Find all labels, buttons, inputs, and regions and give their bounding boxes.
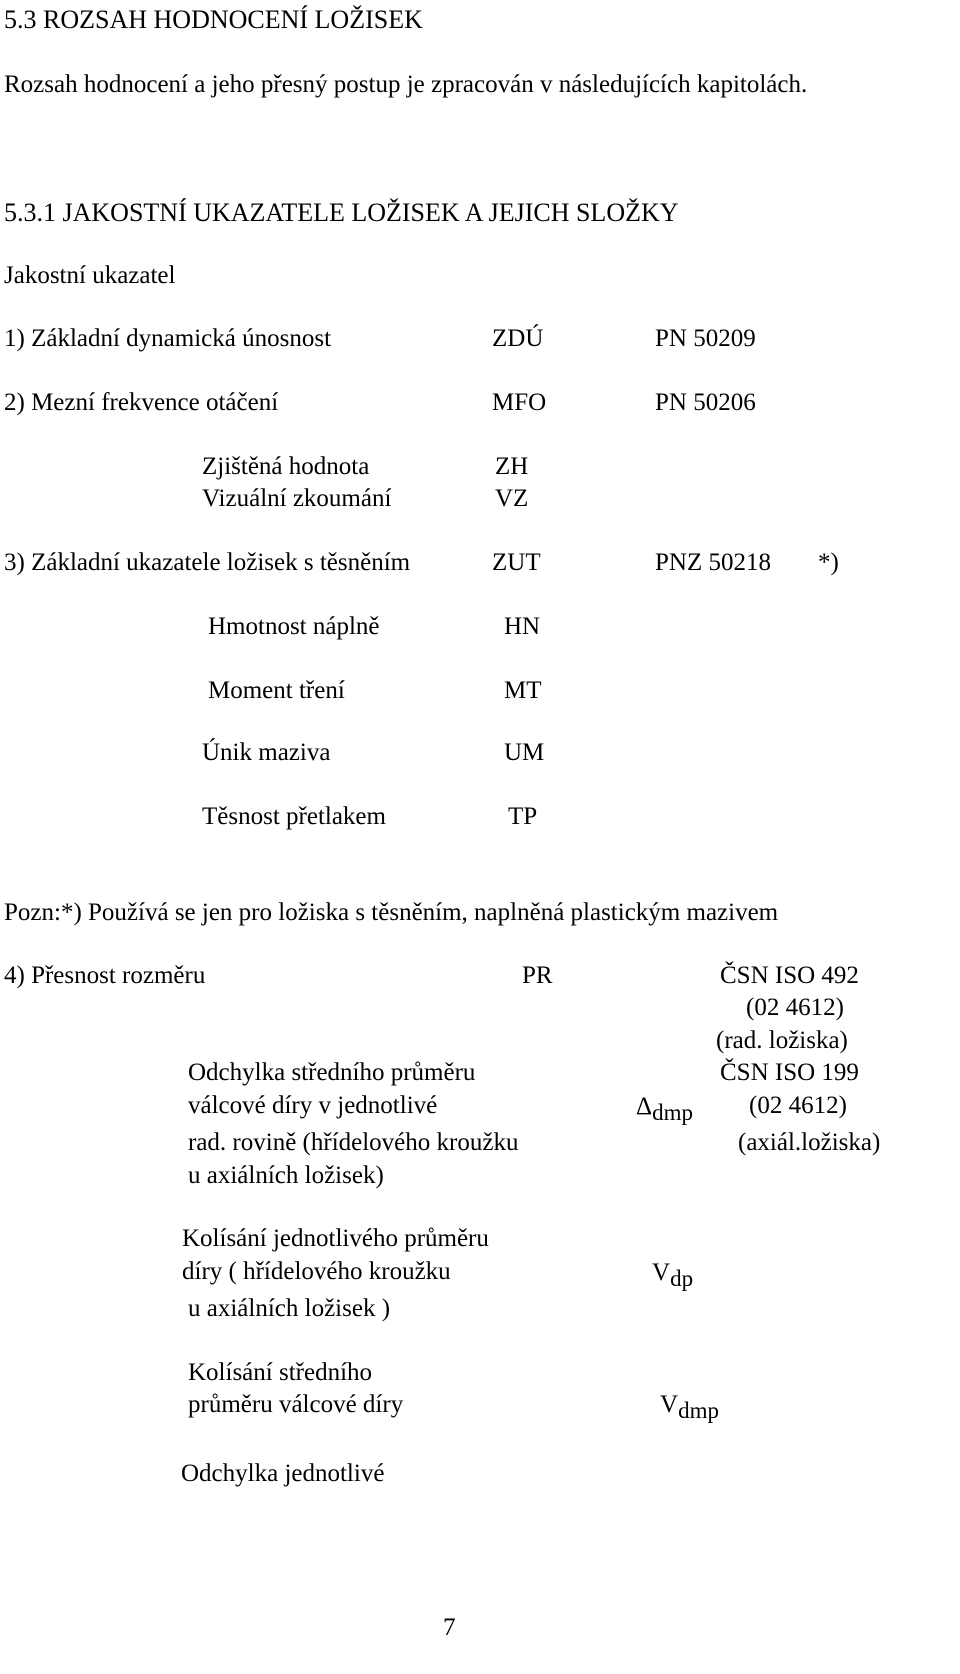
component-name: díry ( hřídelového kroužku: [182, 1258, 451, 1285]
symbol-prefix: V: [660, 1391, 679, 1418]
component-name: Hmotnost náplně: [208, 613, 380, 640]
item2-name: 2) Mezní frekvence otáčení: [4, 389, 279, 416]
component-name: Vizuální zkoumání: [202, 485, 392, 512]
norm-text: ČSN ISO 199: [720, 1059, 859, 1086]
symbol-subscript: dmp: [652, 1100, 693, 1125]
component-name: Kolísání středního: [188, 1359, 373, 1386]
norm-text: (axiál.ložiska): [738, 1129, 881, 1156]
item3-footnote-mark: *): [818, 549, 839, 576]
item1-norm: PN 50209: [655, 325, 756, 352]
symbol-prefix: V: [652, 1259, 671, 1286]
symbol-subscript: dp: [670, 1266, 694, 1291]
section-heading: 5.3 ROZSAH HODNOCENÍ LOŽISEK: [4, 5, 423, 34]
component-name: Únik maziva: [202, 739, 331, 766]
component-name: rad. rovině (hřídelového kroužku: [188, 1129, 519, 1156]
item2-norm: PN 50206: [655, 389, 756, 416]
component-code: UM: [504, 739, 545, 766]
component-name: Moment tření: [208, 677, 345, 704]
component-code: MT: [504, 677, 542, 704]
item3-norm: PNZ 50218: [655, 549, 771, 576]
item4-code: PR: [522, 962, 553, 989]
component-name: Těsnost přetlakem: [202, 803, 386, 830]
norm-text: ČSN ISO 492: [720, 962, 859, 989]
component-name: u axiálních ložisek): [188, 1162, 384, 1189]
norm-text: (02 4612): [746, 994, 844, 1021]
norm-text: (rad. ložiska): [716, 1027, 848, 1054]
item4-name: 4) Přesnost rozměru: [4, 962, 206, 989]
item3-code: ZUT: [492, 549, 541, 576]
intro-text: Rozsah hodnocení a jeho přesný postup je zpracován v následujících kapitolách.: [4, 71, 808, 98]
component-code: HN: [504, 613, 541, 640]
item2-code: MFO: [492, 389, 547, 416]
symbol-vdmp: [660, 1391, 719, 1423]
component-code: ZH: [495, 453, 529, 480]
item1-name: 1) Základní dynamická únosnost: [4, 325, 332, 352]
component-name: Kolísání jednotlivého průměru: [182, 1225, 489, 1252]
indicator-label: Jakostní ukazatel: [4, 262, 176, 289]
component-name: Zjištěná hodnota: [202, 453, 370, 480]
component-name: válcové díry v jednotlivé: [188, 1092, 438, 1119]
component-name: Odchylka jednotlivé: [181, 1460, 385, 1487]
item3-name: 3) Základní ukazatele ložisek s těsněním: [4, 549, 411, 576]
component-name: průměru válcové díry: [188, 1391, 404, 1418]
subsection-heading: 5.3.1 JAKOSTNÍ UKAZATELE LOŽISEK A JEJICH SLOŽKY: [4, 198, 679, 227]
component-code: TP: [508, 803, 538, 830]
symbol-delta-dmp: [636, 1093, 693, 1125]
item1-code: ZDÚ: [492, 325, 544, 352]
symbol-vdp: [652, 1259, 694, 1291]
symbol-prefix: Δ: [636, 1093, 653, 1120]
component-code: VZ: [495, 485, 529, 512]
component-name: Odchylka středního průměru: [188, 1059, 476, 1086]
norm-text: (02 4612): [749, 1092, 847, 1119]
component-name: u axiálních ložisek ): [188, 1295, 391, 1322]
page-number: 7: [443, 1614, 456, 1641]
footnote-text: Pozn:*) Používá se jen pro ložiska s těsněním, naplněná plastickým mazivem: [4, 899, 779, 926]
symbol-subscript: dmp: [678, 1398, 719, 1423]
